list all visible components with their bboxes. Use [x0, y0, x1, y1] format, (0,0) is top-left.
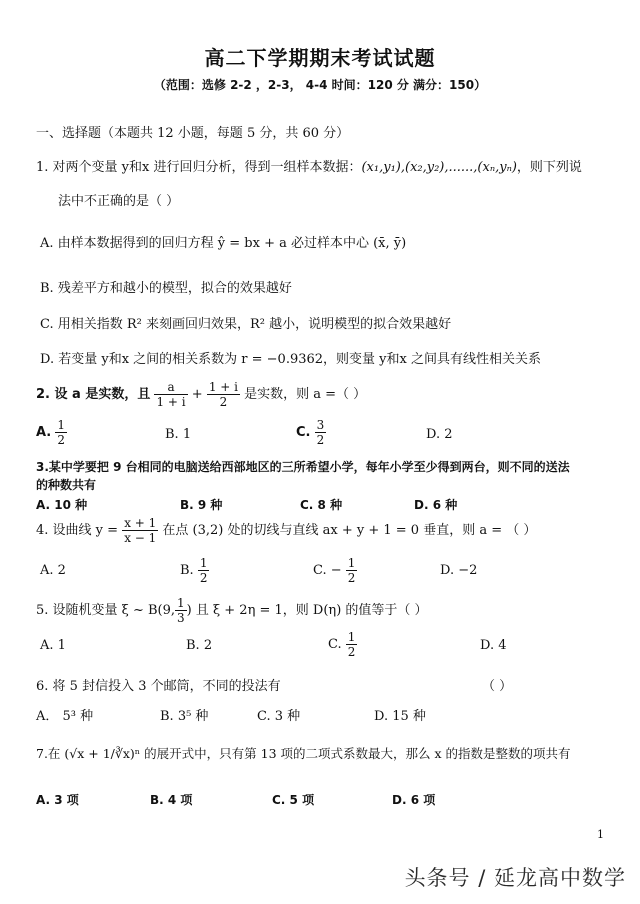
question-4-option-a: A. 2 [40, 563, 66, 578]
question-1-option-d: D. 若变量 y和x 之间的相关系数为 r = −0.9362，则变量 y和x 之间具有线性相关关系 [40, 352, 541, 367]
question-6-answer-paren: （ ） [482, 679, 513, 694]
question-3-option-b: B. 9 种 [180, 498, 223, 512]
question-2-option-b: B. 1 [165, 427, 192, 442]
question-6-option-c: C. 3 种 [257, 709, 301, 724]
question-4-stem: 4. 设曲线 y = $\frac{x + 1}{x - 1}$ 在点 (3,2) 处的切线与直线 ax + y + 1 = 0 垂直，则 a = （ ） [36, 516, 537, 545]
watermark: 头条号 / 延龙高中数学 [404, 866, 626, 890]
question-2-fraction-2: $\frac{1 + i}{2}$ [208, 380, 238, 409]
question-7-option-c: C. 5 项 [272, 793, 315, 807]
exam-scope: （范围：选修 2-2 ，2-3， 4-4 时间：120 分 满分：150） [153, 78, 487, 92]
question-1-stem-c: 法中不正确的是（ ） [58, 194, 180, 209]
question-2-option-c: C. $\frac{3}{2}$ [296, 418, 325, 447]
question-7-option-a: A. 3 项 [36, 793, 79, 807]
question-5-option-d: D. 4 [480, 638, 507, 653]
question-4-option-c: C. − $\frac{1}{2}$ [313, 556, 356, 585]
question-4-option-b: B. $\frac{1}{2}$ [180, 556, 208, 585]
question-1-sample-formula: (x₁,y₁),(x₂,y₂),......,(xₙ,yₙ) [361, 160, 517, 175]
question-3-stem-line-2: 的种数共有 [36, 478, 97, 492]
question-1-option-c: C. 用相关指数 R² 来刻画回归效果，R² 越小，说明模型的拟合效果越好 [40, 317, 452, 332]
question-2-stem: 2. 设 a 是实数，且 $\frac{a}{1 + i}$ + $\frac{1 + i}{2}$ 是实数，则 a =（ ） [36, 380, 367, 409]
question-3-option-c: C. 8 种 [300, 498, 343, 512]
question-1-stem [36, 156, 582, 175]
question-6-stem: 6. 将 5 封信投入 3 个邮筒，不同的投法有 [36, 679, 281, 694]
question-1-stem-b: ，则下列说 [516, 160, 582, 175]
question-6-option-a: A． 5³ 种 [36, 709, 94, 724]
question-4-option-d: D. −2 [440, 563, 478, 578]
question-2-stem-b: 是实数，则 a =（ ） [244, 387, 367, 402]
question-1-stem-a: 1. 对两个变量 y和x 进行回归分析，得到一组样本数据： [36, 160, 362, 175]
question-6-option-d: D. 15 种 [374, 709, 426, 724]
question-7-stem: 7.在 (√x + 1/∛x)ⁿ 的展开式中，只有第 13 项的二项式系数最大，那么 x 的指数是整数的项共有 [36, 746, 571, 761]
question-1-option-b: B. 残差平方和越小的模型，拟合的效果越好 [40, 281, 292, 296]
question-3-option-a: A. 10 种 [36, 498, 88, 512]
question-5-option-a: A. 1 [40, 638, 66, 653]
question-7-option-d: D. 6 项 [392, 793, 436, 807]
question-3-stem-line-1: 3.某中学要把 9 台相同的电脑送给西部地区的三所希望小学，每年小学至少得到两台，则不同的送法 [36, 460, 570, 474]
page-number: 1 [597, 828, 604, 841]
question-5-option-c: C. $\frac{1}{2}$ [328, 630, 356, 659]
question-7-option-b: B. 4 项 [150, 793, 193, 807]
question-5-stem: 5. 设随机变量 ξ ~ B(9, $\frac{1}{3}$ ) 且 ξ + 2η = 1，则 D(η) 的值等于（ ） [36, 596, 428, 625]
question-2-fraction-1: $\frac{a}{1 + i}$ [156, 380, 186, 409]
question-3-option-d: D. 6 种 [414, 498, 458, 512]
question-2-option-a: A. $\frac{1}{2}$ [36, 418, 66, 447]
question-1-option-a: A. 由样本数据得到的回归方程 ŷ = bx + a 必过样本中心 (x̄, ȳ) [40, 236, 407, 251]
question-6-option-b: B. 3⁵ 种 [160, 709, 209, 724]
section-heading: 一、选择题（本题共 12 小题，每题 5 分，共 60 分） [36, 126, 350, 141]
question-5-option-b: B. 2 [186, 638, 213, 653]
page-title: 高二下学期期末考试试题 [204, 46, 436, 70]
question-2-stem-a: 2. 设 a 是实数，且 [36, 387, 151, 402]
question-2-option-d: D. 2 [426, 427, 453, 442]
